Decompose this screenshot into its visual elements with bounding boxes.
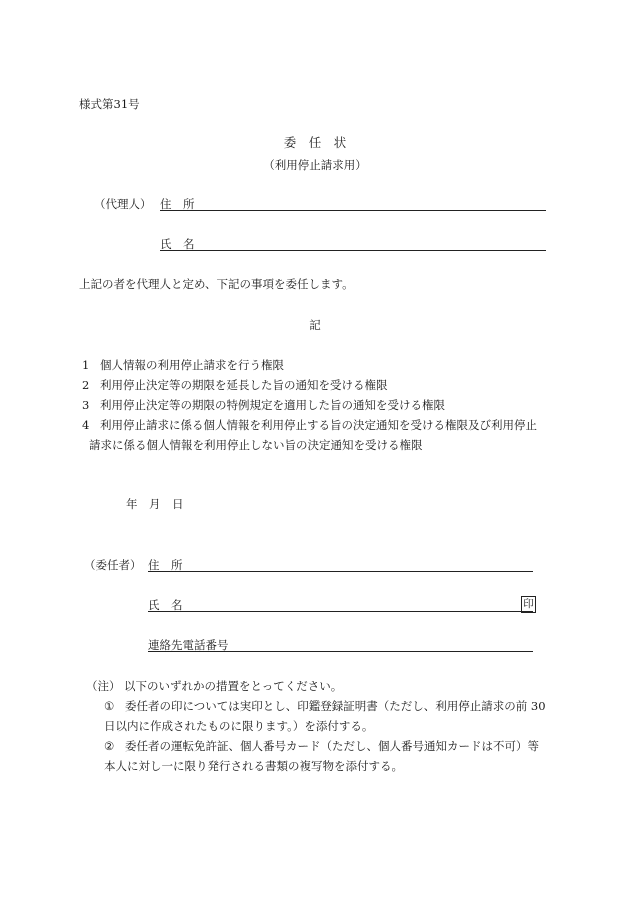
agent-role-label: （代理人）: [94, 197, 152, 211]
notes-label: （注）: [86, 679, 121, 693]
item-text: 個人情報の利用停止請求を行う権限: [100, 358, 284, 372]
principal-name-field[interactable]: [148, 611, 533, 612]
document-subtitle: （利用停止請求用）: [263, 158, 367, 172]
item-number: 1: [82, 358, 90, 372]
note-text-continuation: 本人に対し一に限り発行される書類の複写物を添付する。: [104, 759, 403, 773]
principal-address-field[interactable]: [148, 571, 533, 572]
item-number: 4: [82, 418, 90, 432]
item-text: 利用停止請求に係る個人情報を利用停止する旨の決定通知を受ける権限及び利用停止: [100, 418, 537, 432]
principal-address-label: 住 所: [148, 558, 183, 572]
form-number: 様式第31号: [79, 97, 140, 111]
principal-phone-label: 連絡先電話番号: [148, 638, 229, 652]
item-number: 3: [82, 398, 90, 412]
principal-role-label: （委任者）: [84, 558, 142, 572]
agent-address-label: 住 所: [160, 197, 195, 211]
principal-name-label: 氏 名: [148, 598, 183, 612]
date-line: 年 月 日: [126, 497, 184, 511]
item-text: 利用停止決定等の期限を延長した旨の通知を受ける権限: [100, 378, 388, 392]
item-text: 利用停止決定等の期限の特例規定を適用した旨の通知を受ける権限: [100, 398, 445, 412]
item-text-continuation: 請求に係る個人情報を利用停止しない旨の決定通知を受ける権限: [89, 438, 423, 452]
note-text: 委任者の運転免許証、個人番号カード（ただし、個人番号通知カードは不可）等: [125, 739, 539, 753]
note-mark: ①: [104, 699, 115, 713]
item-number: 2: [82, 378, 90, 392]
agent-name-label: 氏 名: [160, 237, 195, 251]
notes-intro: 以下のいずれかの措置をとってください。: [124, 679, 343, 693]
document-title: 委 任 状: [283, 135, 347, 150]
principal-phone-field[interactable]: [148, 651, 533, 652]
note-mark: ②: [104, 739, 115, 753]
note-text: 委任者の印については実印とし、印鑑登録証明書（ただし、利用停止請求の前 30: [125, 699, 546, 713]
agent-address-field[interactable]: [160, 210, 546, 211]
note-text-continuation: 日以内に作成されたものに限ります。）を添付する。: [104, 719, 374, 733]
seal-mark: 印: [521, 596, 536, 613]
ki-heading: 記: [309, 318, 321, 332]
agent-name-field[interactable]: [160, 250, 546, 251]
intro-text: 上記の者を代理人と定め、下記の事項を委任します。: [79, 277, 354, 291]
